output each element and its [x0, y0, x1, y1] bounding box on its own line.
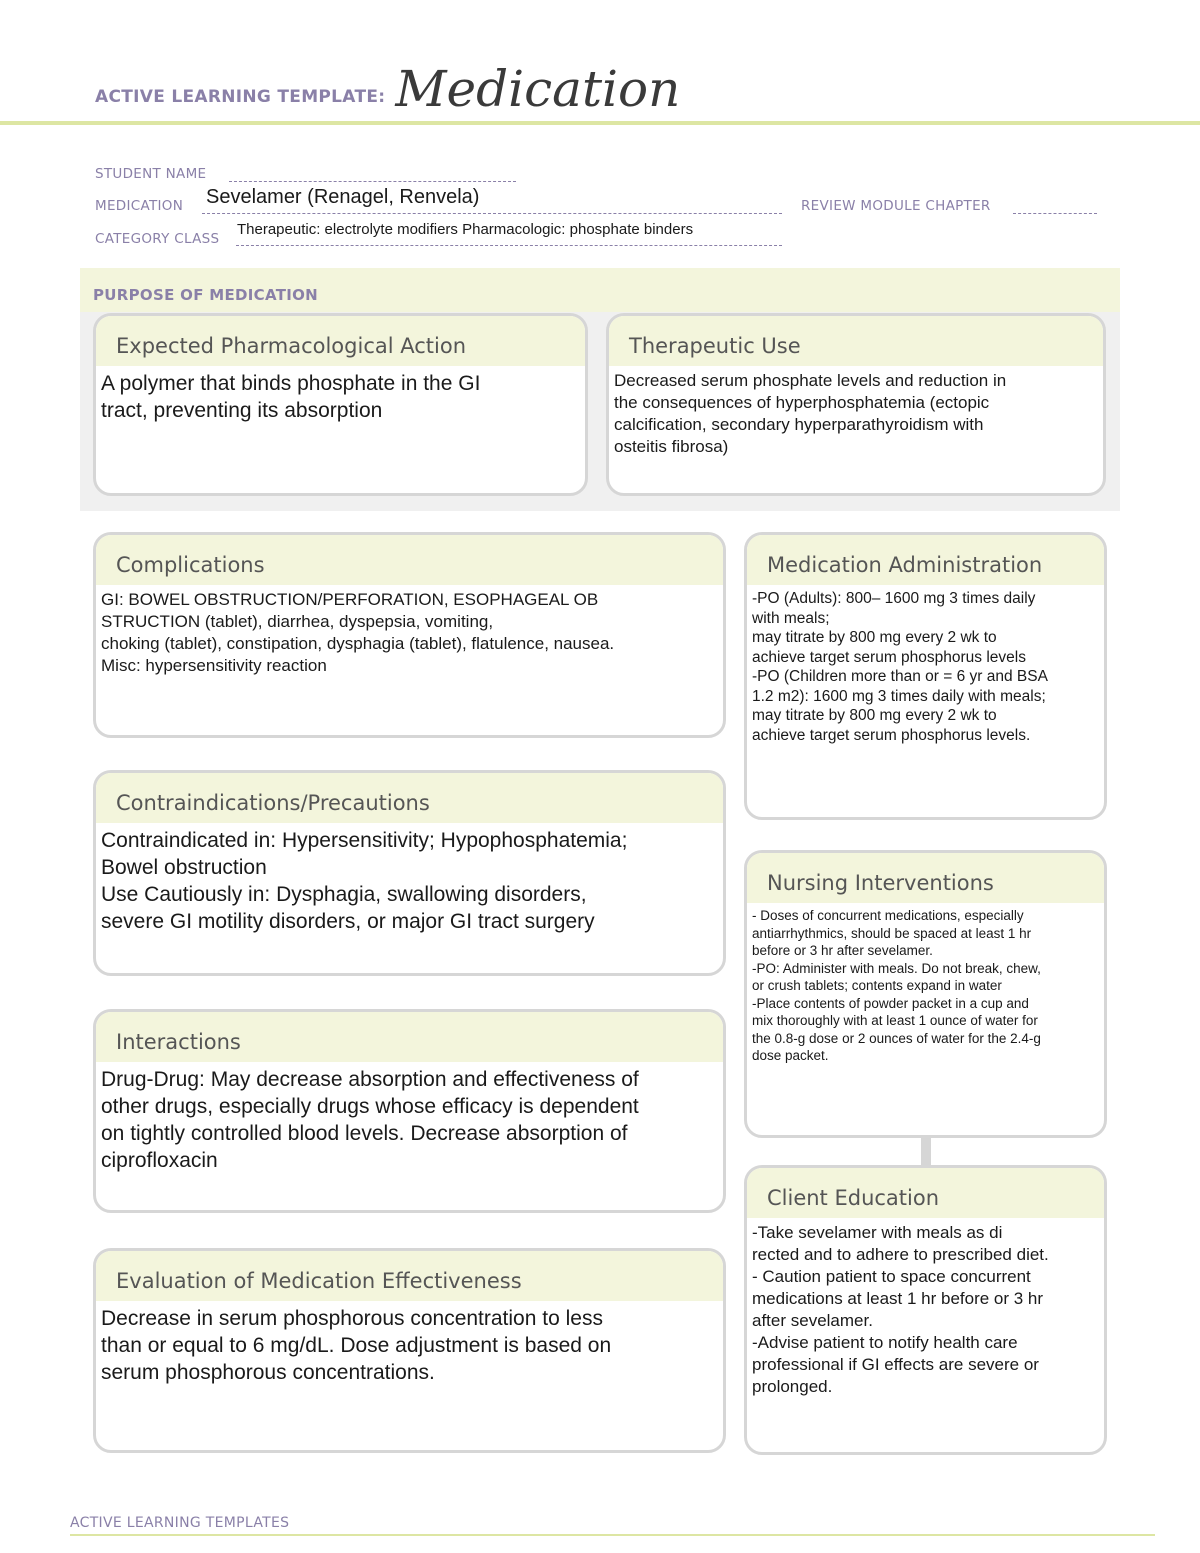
medication-label: MEDICATION: [95, 198, 184, 214]
review-module-line: [1013, 213, 1097, 214]
footer-text: ACTIVE LEARNING TEMPLATES: [70, 1515, 290, 1531]
review-module-label: REVIEW MODULE CHAPTER: [801, 198, 991, 214]
medication-line: [202, 213, 782, 214]
nursing-interventions-text[interactable]: - Doses of concurrent medications, especially antiarrhythmics, should be spaced at least 1 hr before or 3 hr after sevelamer. -PO: Administer with meals. Do not break, chew, or crush tablets; contents expand in water -Place contents of powder packet in a cup and mix thoroughly with at least 1 ounce of water for the 0.8-g dose or 2 ounces of water for the 2.4-g dose packet.: [752, 908, 1041, 1063]
medication-administration-title: Medication Administration: [747, 535, 1104, 585]
contraindications-title: Contraindications/Precautions: [96, 773, 723, 823]
contraindications-text[interactable]: Contraindicated in: Hypersensitivity; Hypophosphatemia; Bowel obstruction Use Cautiously in: Dysphagia, swallowing disorders, severe GI motility disorders, or major GI tract surgery: [101, 829, 628, 933]
expected-action-title: Expected Pharmacological Action: [96, 316, 585, 366]
therapeutic-use-text[interactable]: Decreased serum phosphate levels and reduction in the consequences of hyperphosphatemia (ectopic calcification, secondary hyperparathyroidism with osteitis fibrosa): [614, 371, 1007, 456]
evaluation-text[interactable]: Decrease in serum phosphorous concentration to less than or equal to 6 mg/dL. Dose adjustment is based on serum phosphorous concentrations.: [101, 1307, 612, 1384]
medication-field[interactable]: Sevelamer (Renagel, Renvela): [206, 186, 480, 208]
interactions-text[interactable]: Drug-Drug: May decrease absorption and effectiveness of other drugs, especially drugs whose efficacy is dependent on tightly controlled blood levels. Decrease absorption of ciprofloxacin: [101, 1068, 639, 1172]
box-connector: [921, 1135, 931, 1167]
evaluation-box: [93, 1248, 726, 1453]
template-title: Medication: [395, 60, 681, 118]
student-name-line: [229, 181, 516, 182]
complications-title: Complications: [96, 535, 723, 585]
therapeutic-use-box: [606, 313, 1106, 496]
therapeutic-use-title: Therapeutic Use: [609, 316, 1103, 366]
category-class-field[interactable]: Therapeutic: electrolyte modifiers Pharmacologic: phosphate binders: [237, 221, 694, 238]
category-class-line: [236, 245, 782, 246]
complications-box: [93, 532, 726, 738]
nursing-interventions-box: [744, 850, 1107, 1138]
medication-administration-text[interactable]: -PO (Adults): 800– 1600 mg 3 times daily with meals; may titrate by 800 mg every 2 wk to achieve target serum phosphorus levels -PO (Children more than or = 6 yr and BSA 1.2 m2): 1600 mg 3 times daily with meals; may titrate by 800 mg every 2 wk to achieve target serum phosphorus levels.: [752, 590, 1048, 744]
category-class-label: CATEGORY CLASS: [95, 231, 220, 247]
student-name-label: STUDENT NAME: [95, 166, 207, 182]
client-education-title: Client Education: [747, 1168, 1104, 1218]
client-education-text[interactable]: -Take sevelamer with meals as di rected and to adhere to prescribed diet. - Caution patient to space concurrent medications at least 1 hr before or 3 hr after sevelamer. -Advise patient to notify health care professional if GI effects are severe or prolonged.: [752, 1223, 1049, 1396]
client-education-box: [744, 1165, 1107, 1455]
expected-action-text[interactable]: A polymer that binds phosphate in the GI tract, preventing its absorption: [101, 372, 481, 422]
interactions-box: [93, 1009, 726, 1213]
medication-administration-box: [744, 532, 1107, 820]
complications-text[interactable]: GI: BOWEL OBSTRUCTION/PERFORATION, ESOPHAGEAL OB STRUCTION (tablet), diarrhea, dyspepsia, vomiting, choking (tablet), constipation, dysphagia (tablet), flatulence, nausea. Misc: hypersensitivity reaction: [101, 590, 615, 675]
footer-divider: [70, 1534, 1155, 1536]
interactions-title: Interactions: [96, 1012, 723, 1062]
template-header-label: ACTIVE LEARNING TEMPLATE:: [95, 87, 386, 107]
expected-action-box: [93, 313, 588, 496]
nursing-interventions-title: Nursing Interventions: [747, 853, 1104, 903]
header-divider: [0, 121, 1200, 125]
template-header: [95, 58, 680, 118]
contraindications-box: [93, 770, 726, 976]
purpose-section-title: PURPOSE OF MEDICATION: [93, 286, 319, 304]
evaluation-title: Evaluation of Medication Effectiveness: [96, 1251, 723, 1301]
